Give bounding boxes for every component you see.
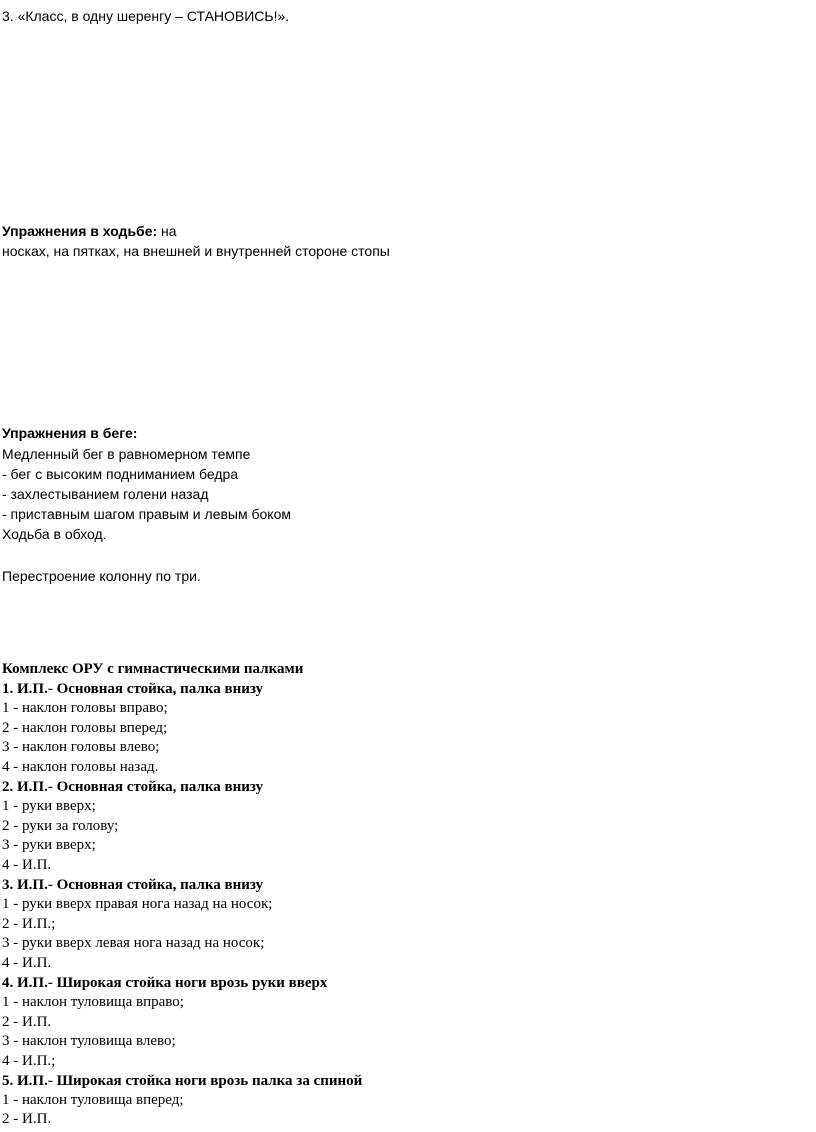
- exercise-step: 2 - И.П.: [2, 1014, 52, 1030]
- exercise-step: 3 - руки вверх левая нога назад на носок;: [2, 935, 265, 951]
- exercise-step: 4 - наклон головы назад.: [2, 759, 159, 775]
- running-title: Упражнения в беге:: [2, 425, 138, 441]
- walking-heading-line: [2, 221, 177, 241]
- walking-description: носках, на пятках, на внешней и внутренней стороне стопы: [2, 243, 390, 259]
- exercise-step: 2 - И.П.: [2, 1111, 52, 1127]
- formation-text: Перестроение колонну по три.: [2, 568, 201, 584]
- exercise-heading: 3. И.П.- Основная стойка, палка внизу: [2, 877, 264, 893]
- exercise-step: 4 - И.П.;: [2, 1053, 56, 1069]
- running-item: - бег с высоким подниманием бедра: [2, 466, 239, 482]
- running-item: Ходьба в обход.: [2, 526, 107, 542]
- exercise-step: 1 - наклон туловища вправо;: [2, 994, 184, 1010]
- exercise-step: 3 - наклон туловища влево;: [2, 1033, 176, 1049]
- walking-title: Упражнения в ходьбе:: [2, 223, 158, 239]
- oru-title: Комплекс ОРУ с гимнастическими палками: [2, 661, 304, 677]
- exercise-heading: 5. И.П.- Широкая стойка ноги врозь палка за спиной: [2, 1073, 363, 1089]
- exercise-heading: 2. И.П.- Основная стойка, палка внизу: [2, 779, 264, 795]
- running-item: - приставным шагом правым и левым боком: [2, 506, 291, 522]
- running-item: Медленный бег в равномерном темпе: [2, 446, 251, 462]
- intro-command: 3. «Класс, в одну шеренгу – СТАНОВИСЬ!».: [2, 8, 290, 24]
- exercise-step: 4 - И.П.: [2, 955, 52, 971]
- exercise-heading: 4. И.П.- Широкая стойка ноги врозь руки вверх: [2, 975, 328, 991]
- exercise-step: 1 - наклон туловища вперед;: [2, 1092, 184, 1108]
- exercise-step: 2 - наклон головы вперед;: [2, 720, 168, 736]
- walking-title-tail: на: [157, 223, 177, 239]
- exercise-step: 2 - руки за голову;: [2, 818, 119, 834]
- running-item: - захлестыванием голени назад: [2, 486, 209, 502]
- exercise-step: 3 - наклон головы влево;: [2, 739, 160, 755]
- exercise-step: 1 - руки вверх;: [2, 798, 96, 814]
- exercise-heading: 1. И.П.- Основная стойка, палка внизу: [2, 681, 264, 697]
- exercise-step: 4 - И.П.: [2, 857, 52, 873]
- exercise-step: 3 - руки вверх;: [2, 837, 96, 853]
- exercise-step: 1 - наклон головы вправо;: [2, 700, 168, 716]
- exercise-step: 2 - И.П.;: [2, 916, 56, 932]
- exercise-step: 1 - руки вверх правая нога назад на носок;: [2, 896, 273, 912]
